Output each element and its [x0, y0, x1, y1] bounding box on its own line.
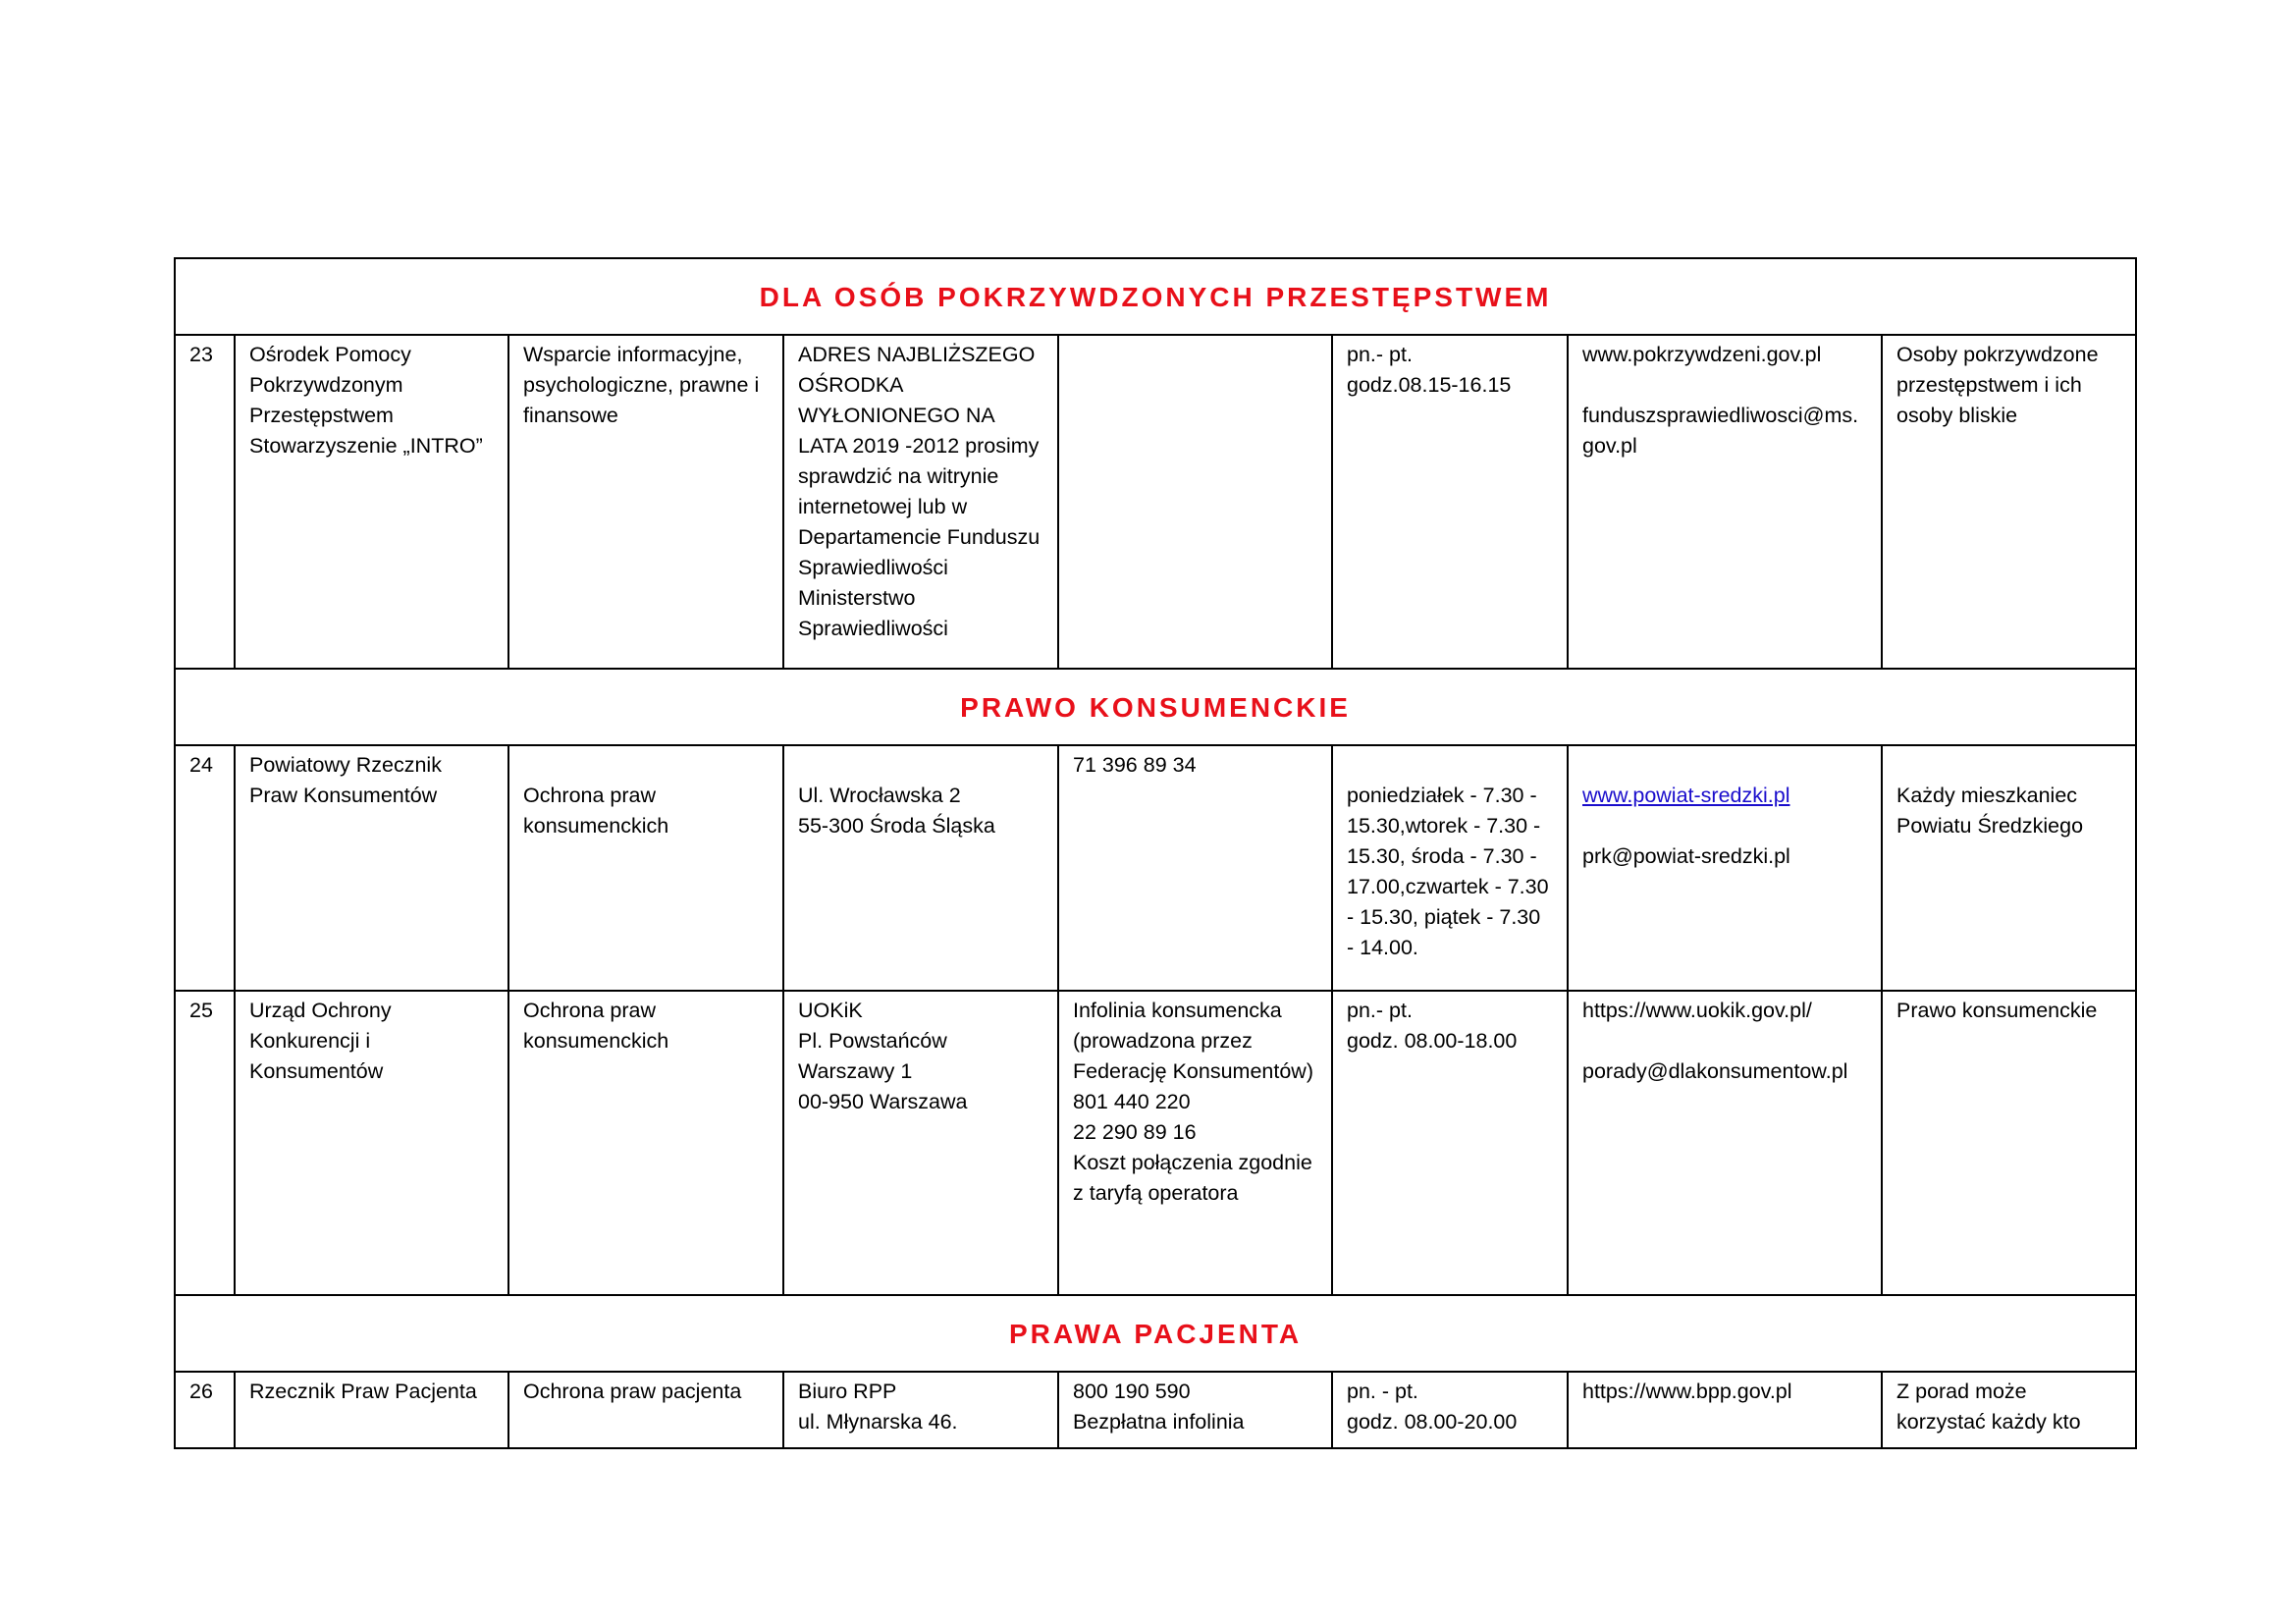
contact-cell — [1568, 335, 1882, 669]
row-number: 24 — [175, 745, 235, 991]
support-type: Wsparcie informacyjne, psychologiczne, prawne i finansowe — [508, 335, 783, 669]
office-hours: pn.- pt. godz. 08.00-18.00 — [1332, 991, 1568, 1295]
phone: 800 190 590 Bezpłatna infolinia — [1058, 1372, 1332, 1448]
address: ADRES NAJBLIŻSZEGO OŚRODKA WYŁONIONEGO NA LATA 2019 -2012 prosimy sprawdzić na witrynie internetowej lub w Departamencie Funduszu Sprawiedliwości Ministerstwo Sprawiedliwości — [783, 335, 1058, 669]
section-header-row — [175, 258, 2136, 335]
email-address[interactable]: porady@dlakonsumentow.pl — [1582, 1059, 1848, 1083]
address: UOKiK Pl. Powstańców Warszawy 1 00-950 Warszawa — [783, 991, 1058, 1295]
address: Biuro RPP ul. Młynarska 46. — [783, 1372, 1058, 1448]
table-row — [175, 991, 2136, 1295]
phone — [1058, 335, 1332, 669]
section-header-row — [175, 669, 2136, 745]
website[interactable]: https://www.uokik.gov.pl/ — [1582, 999, 1812, 1022]
institution-name: Rzecznik Praw Pacjenta — [235, 1372, 508, 1448]
support-type: Ochrona praw pacjenta — [508, 1372, 783, 1448]
office-hours: pn. - pt. godz. 08.00-20.00 — [1332, 1372, 1568, 1448]
institution-name: Urząd Ochrony Konkurencji i Konsumentów — [235, 991, 508, 1295]
table-row — [175, 1372, 2136, 1448]
support-type: Ochrona praw konsumenckich — [508, 991, 783, 1295]
contact-cell — [1568, 991, 1882, 1295]
website[interactable]: https://www.bpp.gov.pl — [1568, 1372, 1882, 1448]
section-title-patient: PRAWA PACJENTA — [175, 1295, 2136, 1372]
section-header-row — [175, 1295, 2136, 1372]
target-group: Prawo konsumenckie — [1882, 991, 2136, 1295]
office-hours: poniedziałek - 7.30 - 15.30,wtorek - 7.30 - 15.30, środa - 7.30 - 17.00,czwartek - 7.30 - 15.30, piątek - 7.30 - 14.00. — [1332, 745, 1568, 991]
table-row — [175, 745, 2136, 991]
phone: 71 396 89 34 — [1058, 745, 1332, 991]
row-number: 26 — [175, 1372, 235, 1448]
row-number: 25 — [175, 991, 235, 1295]
support-type: Ochrona praw konsumenckich — [508, 745, 783, 991]
section-title-consumer: PRAWO KONSUMENCKIE — [175, 669, 2136, 745]
section-title-victims: DLA OSÓB POKRZYWDZONYCH PRZESTĘPSTWEM — [175, 258, 2136, 335]
email-address[interactable]: prk@powiat-sredzki.pl — [1582, 844, 1790, 868]
website[interactable]: www.pokrzywdzeni.gov.pl — [1582, 343, 1822, 366]
table-row — [175, 335, 2136, 669]
target-group: Każdy mieszkaniec Powiatu Średzkiego — [1882, 745, 2136, 991]
phone: Infolinia konsumencka (prowadzona przez Federację Konsumentów) 801 440 220 22 290 89 16 Koszt połączenia zgodnie z taryfą operatora — [1058, 991, 1332, 1295]
website-link[interactable]: www.powiat-sredzki.pl — [1582, 784, 1790, 807]
address: Ul. Wrocławska 2 55-300 Środa Śląska — [783, 745, 1058, 991]
target-group: Osoby pokrzywdzone przestępstwem i ich osoby bliskie — [1882, 335, 2136, 669]
target-group: Z porad może korzystać każdy kto — [1882, 1372, 2136, 1448]
institution-name: Ośrodek Pomocy Pokrzywdzonym Przestępstwem Stowarzyszenie „INTRO” — [235, 335, 508, 669]
institutions-table — [174, 257, 2137, 1449]
row-number: 23 — [175, 335, 235, 669]
contact-cell — [1568, 745, 1882, 991]
office-hours: pn.- pt. godz.08.15-16.15 — [1332, 335, 1568, 669]
institution-name: Powiatowy Rzecznik Praw Konsumentów — [235, 745, 508, 991]
email-address[interactable]: funduszsprawiedliwosci@ms.gov.pl — [1582, 404, 1859, 458]
